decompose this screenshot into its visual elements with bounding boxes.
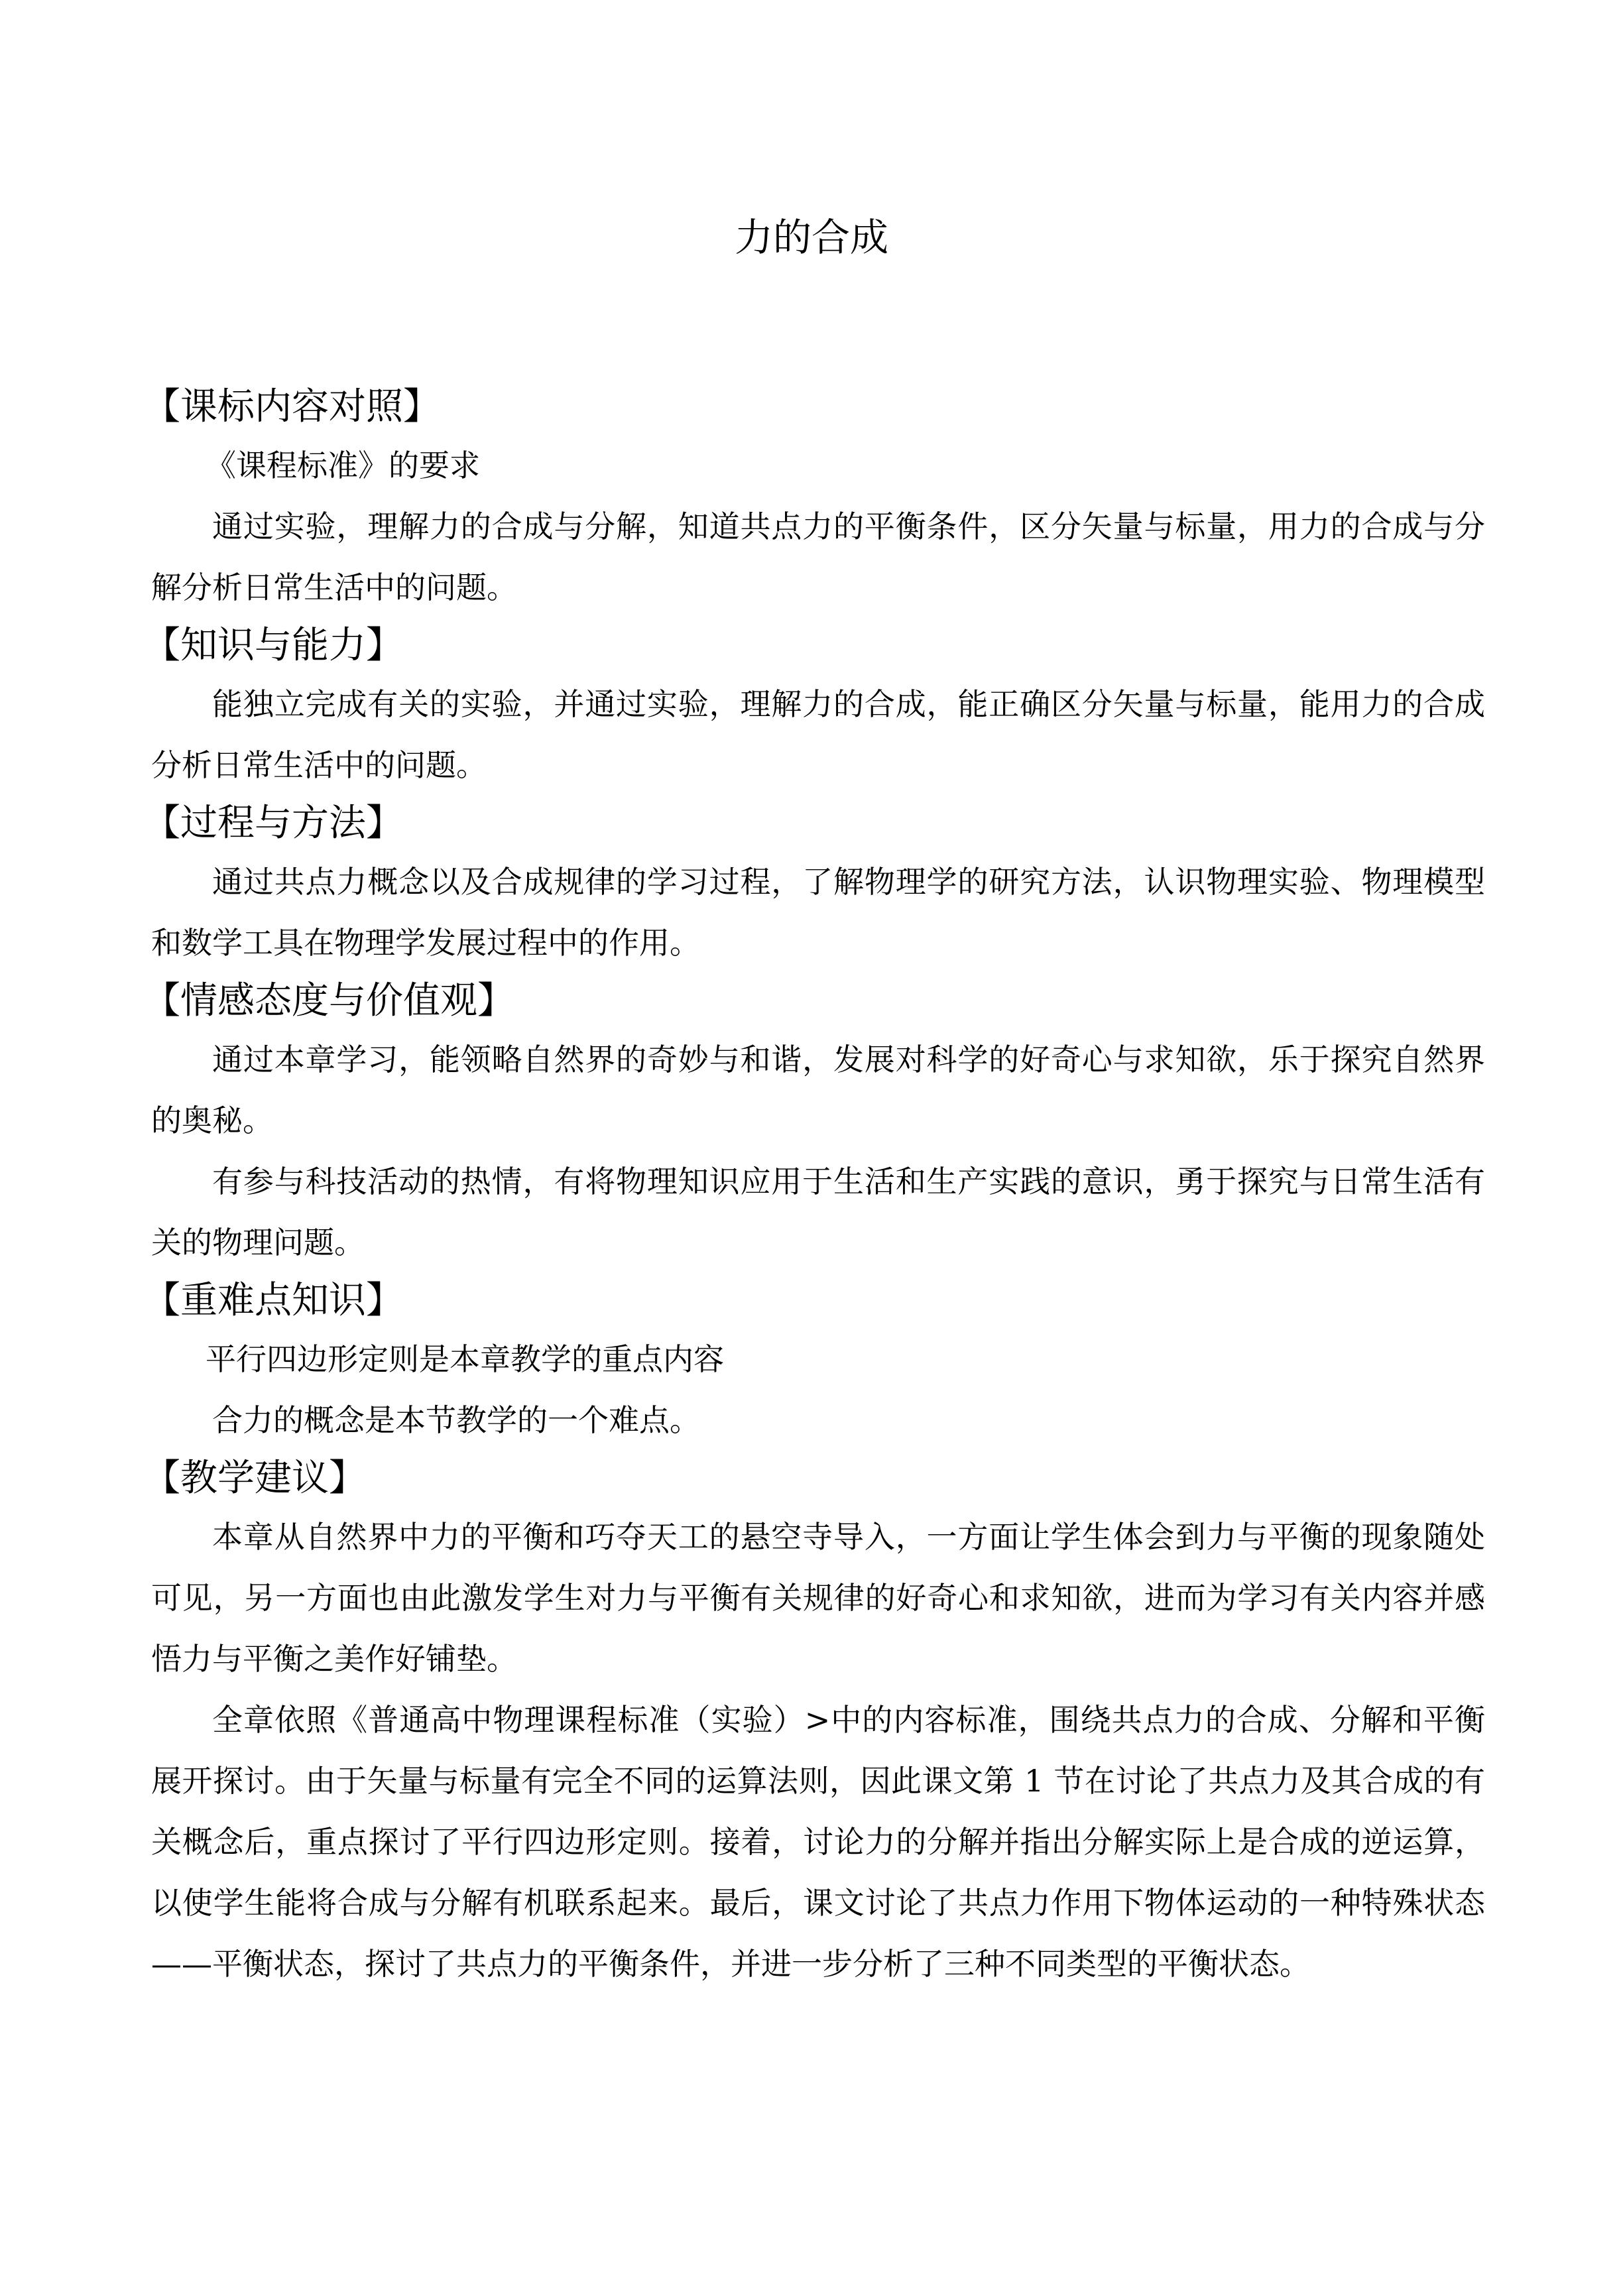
- process-paragraph: 通过共点力概念以及合成规律的学习过程，了解物理学的研究方法，认识物理实验、物理模型和数学工具在物理学发展过程中的作用。: [151, 864, 1485, 961]
- suggestions-paragraph-2: 全章依照《普通高中物理课程标准（实验）>中的内容标准，围绕共点力的合成、分解和平衡展开探讨。由于矢量与标量有完全不同的运算法则，因此课文第 1 节在讨论了共点力及其合成的有关概念后，重点探讨了平行四边形定则。接着，讨论力的分解并指出分解实际上是合成的逆运算，以使学生能将合成与分解有机联系起来。最后，课文讨论了共点力作用下物体运动的一种特殊状态——平衡状态，探讨了共点力的平衡条件，并进一步分析了三种不同类型的平衡状态。: [151, 1702, 1485, 1982]
- knowledge-paragraph: 能独立完成有关的实验，并通过实验，理解力的合成，能正确区分矢量与标量，能用力的合成分析日常生活中的问题。: [151, 686, 1485, 783]
- section-heading-attitude: 【情感态度与价值观】: [143, 979, 514, 1022]
- curriculum-paragraph: 通过实验，理解力的合成与分解，知道共点力的平衡条件，区分矢量与标量，用力的合成与分解分析日常生活中的问题。: [151, 509, 1485, 605]
- attitude-paragraph-2: 有参与科技活动的热情，有将物理知识应用于生活和生产实践的意识，勇于探究与日常生活有关的物理问题。: [151, 1164, 1485, 1260]
- keypoint-line-2: 合力的概念是本节教学的一个难点。: [212, 1402, 700, 1438]
- section-heading-curriculum: 【课标内容对照】: [143, 385, 440, 428]
- document-body: [143, 379, 1485, 1994]
- section-heading-knowledge: 【知识与能力】: [143, 624, 403, 667]
- document-title: 力的合成: [734, 215, 888, 260]
- curriculum-subheading: 《课程标准》的要求: [206, 448, 480, 483]
- suggestions-paragraph-1: 本章从自然界中力的平衡和巧夺天工的悬空寺导入，一方面让学生体会到力与平衡的现象随处可见，另一方面也由此激发学生对力与平衡有关规律的好奇心和求知欲，进而为学习有关内容并感悟力与平衡之美作好铺垫。: [151, 1519, 1485, 1677]
- attitude-paragraph-1: 通过本章学习，能领略自然界的奇妙与和谐，发展对科学的好奇心与求知欲，乐于探究自然界的奥秘。: [151, 1042, 1485, 1138]
- section-heading-suggestions: 【教学建议】: [143, 1457, 366, 1500]
- keypoint-line-1: 平行四边形定则是本章教学的重点内容: [206, 1341, 724, 1377]
- section-heading-process: 【过程与方法】: [143, 802, 403, 845]
- section-heading-keypoints: 【重难点知识】: [143, 1279, 403, 1322]
